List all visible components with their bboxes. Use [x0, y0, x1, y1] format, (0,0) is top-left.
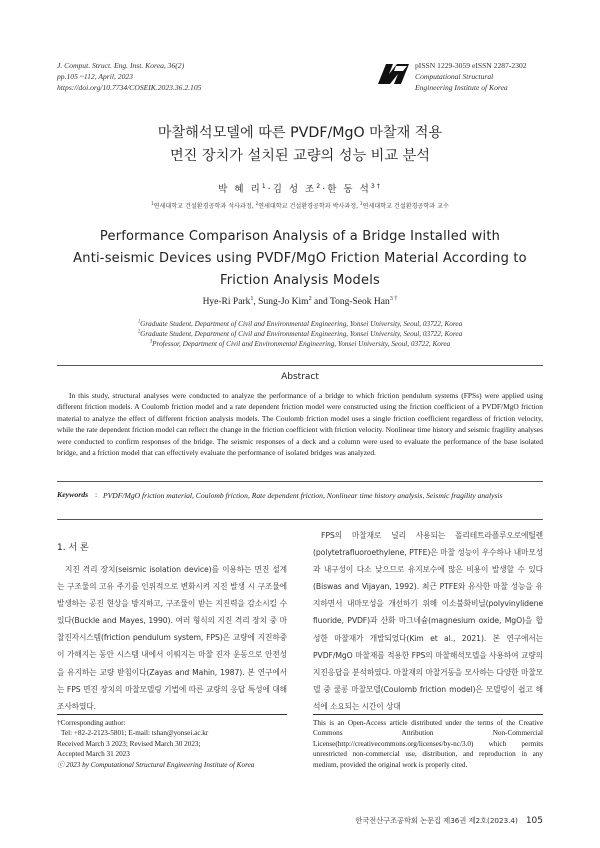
keywords-label: Keywords	[57, 490, 89, 499]
korean-title-line-2: 면진 장치가 설치된 교량의 성능 비교 분석	[169, 148, 431, 164]
institute-line-2: Engineering Institute of Korea	[415, 83, 508, 92]
author-ko-3-sup: 3†	[370, 182, 382, 190]
author-en-1-sup: 1	[250, 295, 254, 302]
author-ko-3: 한 동 석	[327, 184, 371, 195]
abstract-text: In this study, structural analyses were conducted to analyze the performance of a bridge to which friction pendulum systems (FPSs) were applied using different friction models. A Coulomb friction model and a rate dependent friction model were constructed using the friction coefficient of a PVDF/MgO friction material to analyze the effect of different friction analysis models. The Coulomb friction model uses a single friction coefficient regardless of friction velocity, while the rate dependent friction model can reflect the change in the friction coefficient with friction velocity. Nonlinear time history and seismic fragility analyses were conducted to confirm responses of the bridge. The seismic responses of a deck and a column were used to evaluate the performance of the base isolated bridge, and a friction model that can effectively evaluate the performance of isolated bridges was analyzed.	[57, 391, 543, 458]
aff-ko-2-sup: 2	[255, 200, 259, 206]
journal-logo-icon	[376, 62, 410, 86]
abstract-heading: Abstract	[281, 372, 319, 382]
keywords-colon: :	[95, 490, 98, 499]
journal-header-right	[415, 60, 527, 93]
doi-link[interactable]: https://doi.org/10.7734/COSEIK.2023.36.2.105	[57, 83, 202, 92]
aff-ko-3: 연세대학교 건설환경공학과 교수	[362, 203, 449, 210]
aff-en-3-text: Professor, Department of Civil and Environmental Engineering, Yonsei University, Seoul, 03722, Korea	[152, 340, 451, 348]
english-authors	[0, 297, 600, 307]
page-number: 105	[525, 816, 543, 826]
english-title-line-2: Anti-seismic Devices using PVDF/MgO Friction Material According to	[73, 251, 527, 266]
korean-title-line-1: 마찰해석모델에 따른 PVDF/MgO 마찰재 적용	[157, 125, 443, 141]
author-en-1: Hye-Ri Park	[202, 297, 251, 307]
abstract-bottom-rule	[57, 481, 543, 482]
corresponding-author: †Corresponding author:	[57, 719, 126, 727]
author-en-3: and Tong-Seok Han	[311, 297, 390, 307]
author-ko-1: 박 혜 리	[218, 184, 262, 195]
english-affiliation-3	[0, 340, 600, 348]
page-range: pp.105 ~112, April, 2023	[57, 72, 133, 81]
korean-authors	[0, 181, 600, 195]
author-en-3-sup: 3 †	[389, 295, 398, 302]
aff-en-1-text: Graduate Student, Department of Civil and Environmental Engineering, Yonsei University, Seoul, 03722, Korea	[140, 320, 463, 328]
institute-line-1: Computational Structural	[415, 72, 494, 81]
abstract-top-rule	[57, 365, 543, 366]
author-ko-2: 김 성 조	[272, 184, 317, 195]
section-heading: 1. 서 론	[57, 543, 89, 553]
footnote	[57, 718, 297, 770]
open-access-notice: This is an Open-Access article distributed under the terms of the Creative Commons Attribution Non-Commercial License(http://creativecommons.org/licenses/by-nc/3.0) which permits unrestricted non-commercial use, distribution, and reproduction in any medium, provided the original work is properly cited.	[313, 719, 543, 769]
page-footer	[0, 816, 543, 826]
aff-ko-1: 연세대학교 건설환경공학과 석사과정,	[153, 203, 256, 210]
journal-citation: J. Comput. Struct. Eng. Inst. Korea, 36(2)	[57, 61, 185, 70]
author-ko-1-sup: 1	[261, 182, 268, 190]
contact-info: Tel: +82-2-2123-5801; E-mail: tshan@yonsei.ac.kr	[61, 729, 209, 738]
aff-en-2-text: Graduate Student, Department of Civil and Environmental Engineering, Yonsei University, Seoul, 03722, Korea	[140, 330, 463, 338]
accepted-date: Accepted March 31 2023	[57, 750, 130, 759]
english-title-line-1: Performance Comparison Analysis of a Bridge Installed with	[99, 229, 501, 244]
aff-en-2-sup: 2	[137, 329, 141, 335]
copyright: ⓒ 2023 by Computational Structural Engineering Institute of Korea	[57, 760, 255, 769]
footer-journal: 한국전산구조공학회 논문집 제36권 제2호(2023.4)	[355, 816, 518, 825]
intro-paragraph-left: 지진 격리 장치(seismic isolation device)를 이용하는 면진 설계는 구조물의 고유 주기를 인위적으로 변화시켜 지진 발생 시 구조물에 발생하는 공진 현상을 방지하고, 구조물이 받는 지진력을 감소시킬 수 있다(Buckle and Mayes, 1990). 여러 형식의 지진 격리 장치 중 마찰진자시스템(friction pendulum system, FPS)은 교량에 지진하중이 가해지는 동안 시스템 내에서 이뤄지는 마찰 진자 운동으로 안전성을 유지하는 교량 받침이다(Zayas and Mahin, 1987). 본 연구에서는 FPS 면진 장치의 마찰모델링 기법에 따른 교량의 응답 특성에 대해 조사하였다.	[57, 565, 287, 711]
author-en-2-sup: 2	[308, 295, 312, 302]
english-affiliation-2	[0, 330, 600, 338]
english-affiliation-1	[0, 320, 600, 328]
english-title-line-3: Friction Analysis Models	[220, 273, 380, 288]
keywords-bottom-rule	[57, 519, 543, 520]
korean-affiliations	[0, 201, 600, 210]
aff-ko-3-sup: 3	[360, 200, 363, 206]
keywords-text: PVDF/MgO friction material, Coulomb friction, Rate dependent friction, Nonlinear time history analysis, Seismic fragility analysis	[103, 491, 503, 500]
issn: pISSN 1229-3059 eISSN 2287-2302	[415, 61, 527, 70]
author-en-2: , Sung-Jo Kim	[253, 297, 309, 307]
received-date: Received March 3 2023; Revised March 30 2023;	[57, 739, 201, 748]
footnote-rule	[57, 714, 287, 715]
aff-ko-1-sup: 1	[151, 200, 154, 206]
aff-en-3-sup: 3	[149, 339, 153, 345]
author-ko-2-sup: 2	[316, 182, 323, 190]
open-access-rule	[313, 714, 543, 715]
author-separator: ·	[267, 184, 273, 195]
author-separator: ·	[322, 184, 328, 195]
journal-header-left	[57, 60, 201, 93]
aff-en-1-sup: 1	[137, 319, 141, 325]
aff-ko-2: 연세대학교 건설환경공학과 박사과정,	[258, 203, 361, 210]
intro-paragraph-right: FPS의 마찰재로 널리 사용되는 폴리테트라플루오로에틸렌(polytetrafluoroethylene, PTFE)은 마찰 성능이 우수하나 내마모성과 내구성이 다소 낮으므로 유지보수에 많은 비용이 발생할 수 있다(Biswas and Vijayan, 1992). 최근 PTFE와 유사한 마찰 성능을 유지하면서 내마모성을 개선하기 위해 이소불화비닐(polyvinylidene fluoride, PVDF)과 산화 마그네슘(magnesium oxide, MgO)을 합성한 마찰재가 개발되었다(Kim et al., 2021). 본 연구에서는 PVDF/MgO 마찰재를 적용한 FPS의 마찰해석모델을 사용하여 교량의 지진응답을 분석하였다. 마찰재의 마찰거동을 모사하는 다양한 마찰모델 중 쿨롱 마찰모델(Coulomb friction model)은 모델링이 쉽고 해석에 소요되는 시간이 상대	[313, 531, 543, 711]
